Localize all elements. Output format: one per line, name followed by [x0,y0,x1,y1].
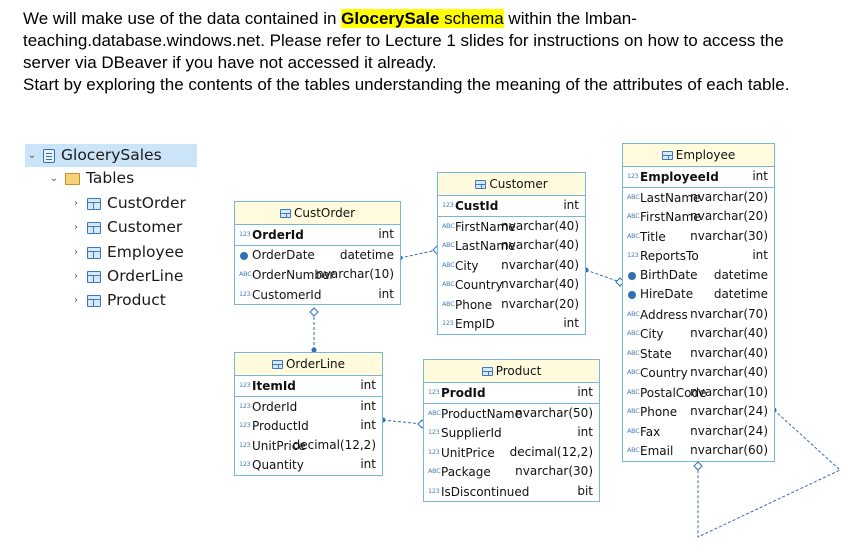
primary-key-row[interactable] [623,167,774,187]
string-type-icon: ABC [627,407,640,415]
column-name [442,256,479,277]
string-type-icon: ABC [239,270,252,278]
link-customer-employee [586,270,620,282]
column-row[interactable] [424,482,599,502]
column-row[interactable] [424,404,599,424]
entity-orderline[interactable] [234,352,383,476]
column-name-text: City [640,327,664,341]
numeric-type-icon: 123 [239,289,251,298]
column-type: int [752,248,768,262]
entity-custorder[interactable] [234,201,401,305]
column-type: nvarchar(40) [690,345,768,360]
column-name [627,441,673,462]
columns-section [424,404,599,502]
column-row[interactable] [235,265,400,285]
date-type-icon [628,272,636,280]
schema-name: GlocerySale [341,9,440,28]
column-name [627,285,693,305]
column-name-text: State [640,346,672,361]
numeric-type-icon: 123 [428,428,440,436]
column-name-text: ItemId [252,379,296,393]
column-type: datetime [339,247,394,262]
column-name [442,275,503,296]
primary-key-row[interactable] [235,225,400,245]
column-row[interactable] [623,422,774,442]
column-name-text: OrderId [252,399,298,414]
column-type: int [378,227,394,241]
chevron-down-icon[interactable]: ⌄ [49,173,59,184]
column-name-text: SupplierId [441,426,502,440]
tree-table-label: CustOrder [107,194,186,212]
column-row[interactable] [424,462,599,482]
column-name-text: Address [640,307,688,322]
primary-key-section [623,167,774,188]
string-type-icon: ABC [442,221,455,230]
column-name [239,246,315,266]
string-type-icon: ABC [442,260,455,269]
column-name-text: Email [640,444,674,458]
chevron-right-icon[interactable]: › [74,247,78,258]
string-type-icon: ABC [627,329,640,337]
numeric-type-icon: 123 [627,251,639,259]
column-type: int [577,385,593,399]
column-type: nvarchar(40) [690,326,768,340]
column-name-text: PostalCode [640,385,707,400]
column-row[interactable] [623,227,774,247]
string-type-icon: ABC [627,426,640,435]
numeric-type-icon: 123 [428,447,440,456]
column-name [442,314,495,335]
columns-section [235,397,382,475]
link-end-diamond [310,308,318,316]
column-type: nvarchar(20) [690,189,768,204]
column-name [627,246,699,267]
numeric-type-icon: 123 [442,319,454,327]
chevron-right-icon[interactable]: › [74,198,78,209]
numeric-type-icon: 123 [428,388,440,396]
column-row[interactable] [623,324,774,344]
column-name-text: Package [441,465,491,479]
column-name-text: UnitPrice [252,438,306,453]
column-name-text: CustomerId [252,287,322,302]
column-type: nvarchar(40) [501,257,579,272]
entity-employee[interactable] [622,143,775,462]
column-row[interactable] [235,455,382,475]
numeric-type-icon: 123 [627,172,639,180]
entity-product[interactable] [423,359,600,502]
column-type: decimal(12,2) [509,444,593,459]
column-row[interactable] [623,266,774,286]
column-row[interactable] [235,397,382,417]
column-name-text: OrderDate [252,247,315,262]
primary-key-section [438,196,585,217]
column-row[interactable] [424,443,599,463]
column-type: int [378,286,394,301]
column-row[interactable] [623,344,774,364]
column-name [627,227,666,248]
instructions-part-2: within the lmban-teaching.database.windows.net. Please refer to Lecture 1 slides for instructions on how to access the server via DBeaver if you have not accessed it already. [23,9,784,72]
column-row[interactable] [623,285,774,305]
column-type: nvarchar(50) [515,405,593,420]
column-name [627,363,688,384]
column-name [428,383,486,404]
column-name-text: City [455,258,479,273]
entity-header[interactable] [424,360,599,383]
column-name [239,455,304,476]
table-icon [482,367,493,376]
column-name-text: IsDiscontinued [441,484,530,499]
column-name [627,167,719,188]
string-type-icon: ABC [627,231,640,240]
entity-header[interactable] [438,173,585,196]
column-type: nvarchar(20) [501,296,579,311]
column-name-text: Fax [640,424,661,439]
column-name-text: ProductId [252,419,309,433]
tree-table-label: Customer [107,218,183,236]
column-row[interactable] [623,246,774,266]
column-name-text: Quantity [252,458,304,472]
string-type-icon: ABC [627,309,640,318]
entity-header[interactable] [623,144,774,167]
link-end-diamond [694,462,702,470]
date-type-icon [628,291,636,299]
string-type-icon: ABC [442,241,455,249]
string-type-icon: ABC [627,368,640,376]
numeric-type-icon: 123 [239,381,251,389]
link-custorder-customer [400,250,437,258]
column-type: int [360,378,376,392]
table-icon [475,180,486,189]
table-icon [662,151,673,160]
column-type: nvarchar(20) [690,209,768,223]
column-name-text: BirthDate [640,267,698,282]
column-name [627,344,672,365]
numeric-type-icon: 123 [239,230,251,238]
column-name-text: LastName [640,190,701,205]
column-type: datetime [713,267,768,282]
date-type-icon [240,252,248,260]
column-row[interactable] [438,236,585,256]
numeric-type-icon: 123 [239,460,251,468]
column-type: nvarchar(24) [690,404,768,418]
entity-title: CustOrder [293,206,356,220]
column-name-text: ReportsTo [640,249,699,263]
column-name-text: HireDate [640,287,694,301]
column-type: nvarchar(30) [515,464,593,478]
column-row[interactable] [438,295,585,315]
column-name [442,196,498,217]
chevron-right-icon[interactable]: › [74,271,78,282]
column-row[interactable] [235,285,400,305]
column-row[interactable] [623,363,774,383]
column-row[interactable] [623,383,774,403]
column-name-text: OrderId [252,228,304,242]
column-type: nvarchar(60) [690,443,768,457]
column-name-text: ProdId [441,386,486,400]
column-name-text: FirstName [640,210,701,224]
column-type: nvarchar(40) [690,365,768,379]
tree-database-label: GlocerySales [61,146,162,164]
column-row[interactable] [623,402,774,422]
schema-word: schema [439,9,504,28]
string-type-icon: ABC [627,212,640,220]
column-name-text: EmpID [455,317,495,331]
column-type: int [752,169,768,183]
column-type: nvarchar(24) [690,423,768,438]
column-name-text: UnitPrice [441,445,495,460]
column-type: nvarchar(70) [690,306,768,321]
primary-key-section [424,383,599,404]
column-row[interactable] [438,314,585,334]
column-row[interactable] [438,256,585,276]
numeric-type-icon: 123 [239,440,251,449]
chevron-down-icon[interactable]: ⌄ [27,150,37,161]
entity-header[interactable] [235,353,382,376]
instructions-paragraph-2: Start by exploring the contents of the tables understanding the meaning of the attributes of each table. [23,75,790,94]
column-type: nvarchar(30) [690,228,768,243]
column-name-text: Title [640,229,666,244]
primary-key-row[interactable] [438,196,585,216]
column-name-text: Phone [455,297,493,312]
numeric-type-icon: 123 [428,486,440,495]
column-name [627,305,688,326]
column-name [239,416,309,437]
column-row[interactable] [438,217,585,237]
column-type: bit [577,483,593,498]
numeric-type-icon: 123 [239,421,251,429]
chevron-right-icon[interactable]: › [74,222,78,233]
column-name [239,397,297,418]
column-name [428,482,529,503]
column-name [428,443,495,464]
column-name-text: LastName [455,239,516,253]
column-name-text: Country [640,366,688,380]
column-type: int [563,198,579,212]
column-name-text: EmployeeId [640,170,719,184]
table-icon [280,209,291,218]
string-type-icon: ABC [627,446,640,454]
instructions-part-1: We will make use of the data contained in [23,9,342,28]
column-row[interactable] [623,188,774,208]
column-name [428,404,522,425]
column-name-text: OrderNumber [252,268,335,282]
primary-key-section [235,225,400,246]
column-type: decimal(12,2) [292,437,376,452]
column-row[interactable] [235,246,400,266]
entity-title: Employee [675,148,736,162]
entity-title: Customer [489,177,548,191]
string-type-icon: ABC [428,467,441,475]
column-name [428,423,502,444]
column-name [428,462,491,483]
entity-header[interactable] [235,202,400,225]
column-name [239,285,321,306]
column-type: int [360,457,376,471]
column-name [627,422,660,443]
column-name [627,402,677,423]
column-row[interactable] [235,416,382,436]
string-type-icon: ABC [627,192,640,201]
column-name [627,324,664,345]
column-name [239,376,296,397]
columns-section [623,188,774,461]
tree-table-label: OrderLine [107,267,184,285]
column-row[interactable] [623,441,774,461]
column-row[interactable] [424,423,599,443]
numeric-type-icon: 123 [239,401,251,410]
primary-key-section [235,376,382,397]
tree-table-label: Product [107,291,166,309]
chevron-right-icon[interactable]: › [74,295,78,306]
link-orderline-product [383,420,422,424]
column-type: nvarchar(40) [501,277,579,291]
column-type: nvarchar(40) [501,218,579,233]
column-row[interactable] [623,305,774,325]
string-type-icon: ABC [442,280,455,288]
columns-section [235,246,400,305]
column-name [239,225,304,246]
column-name-text: Phone [640,405,678,419]
numeric-type-icon: 123 [442,201,454,209]
column-type: nvarchar(10) [316,267,394,281]
column-type: int [577,425,593,439]
column-type: int [360,398,376,413]
columns-section [438,217,585,334]
column-type: int [360,418,376,432]
entity-title: Product [495,364,542,378]
column-name-text: Country [455,278,503,292]
column-type: datetime [713,287,768,301]
string-type-icon: ABC [627,387,640,396]
column-row[interactable] [438,275,585,295]
column-name-text: CustId [455,199,499,213]
string-type-icon: ABC [442,299,455,308]
column-name [442,295,492,316]
column-type: int [563,316,579,330]
column-name-text: ProductName [441,406,522,421]
primary-key-row[interactable] [424,383,599,403]
entity-customer[interactable] [437,172,586,335]
table-icon [272,360,283,369]
tree-table-label: Employee [107,243,184,261]
column-name-text: FirstName [455,219,516,234]
entity-title: OrderLine [285,357,346,371]
string-type-icon: ABC [627,348,640,357]
primary-key-row[interactable] [235,376,382,396]
column-type: nvarchar(10) [690,384,768,399]
tree-folder-label: Tables [86,169,135,187]
column-row[interactable] [623,207,774,227]
string-type-icon: ABC [428,408,441,417]
column-row[interactable] [235,436,382,456]
column-name [627,266,698,286]
column-type: nvarchar(40) [501,238,579,252]
